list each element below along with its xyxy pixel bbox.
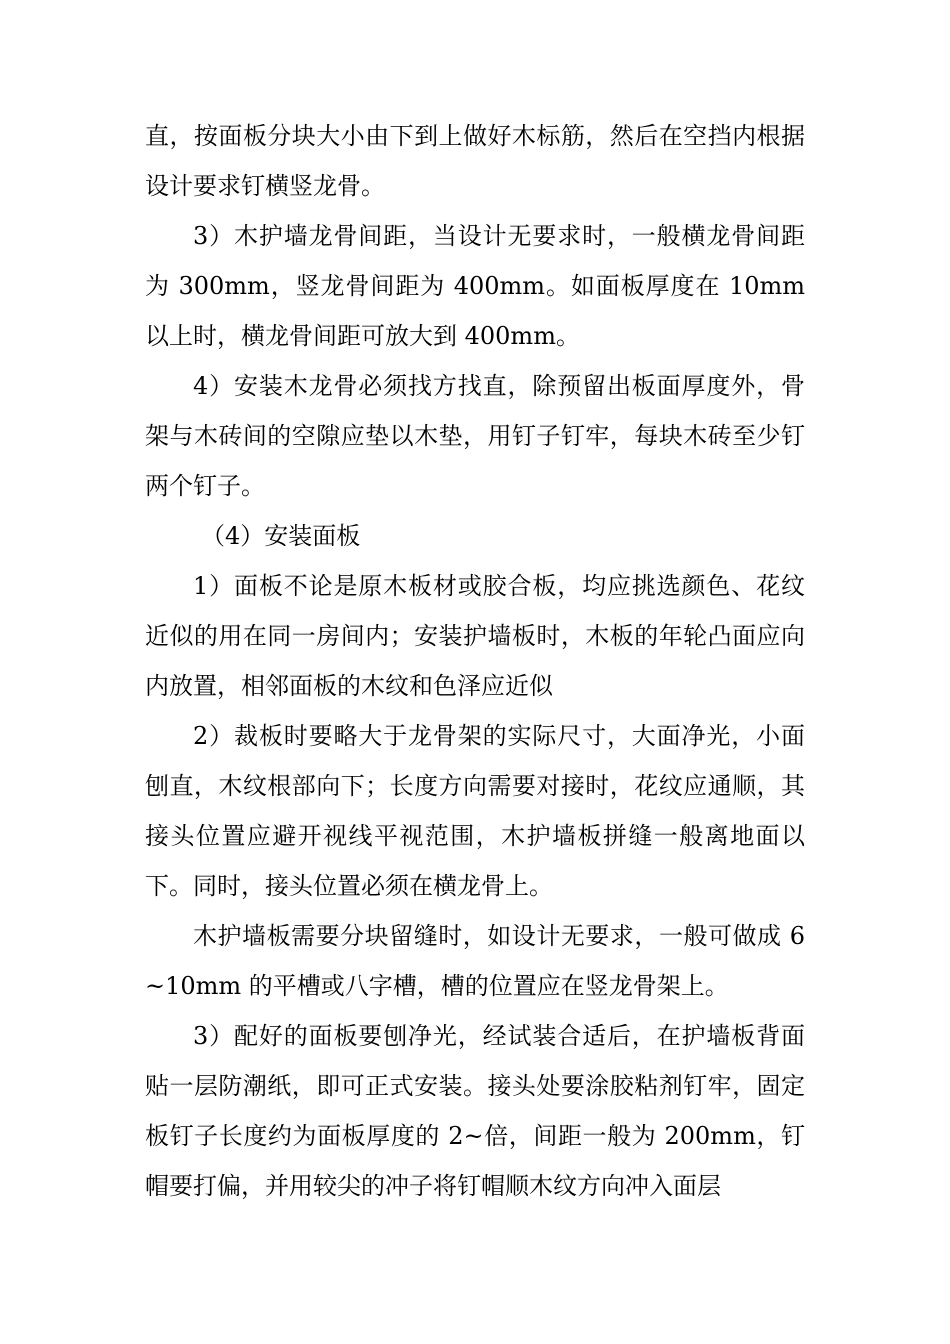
document-body: [145, 111, 805, 1211]
section-heading-install-panels: （4）安装面板: [201, 522, 361, 550]
paragraph-panel-fixing: 3）配好的面板要刨净光，经试装合适后，在护墙板背面贴一层防潮纸，即可正式安装。接头处要涂胶粘剂钉牢，固定板钉子长度约为面板厚度的 2~倍，间距一般为 200mm，钉帽要打偏，并用较尖的冲子将钉帽顺木纹方向冲入面层: [145, 1022, 805, 1200]
paragraph-panel-cutting: 2）裁板时要略大于龙骨架的实际尺寸，大面净光，小面刨直，木纹根部向下；长度方向需要对接时，花纹应通顺，其接头位置应避开视线平视范围，木护墙板拼缝一般离地面以下。同时，接头位置必须在横龙骨上。: [145, 722, 805, 900]
paragraph-keel-spacing: 3）木护墙龙骨间距，当设计无要求时，一般横龙骨间距为 300mm，竖龙骨间距为 400mm。如面板厚度在 10mm 以上时，横龙骨间距可放大到 400mm。: [145, 222, 805, 350]
paragraph-panel-grooves: 木护墙板需要分块留缝时，如设计无要求，一般可做成 6~10mm 的平槽或八字槽，槽的位置应在竖龙骨架上。: [145, 922, 805, 1000]
paragraph-panel-selection: 1）面板不论是原木板材或胶合板，均应挑选颜色、花纹近似的用在同一房间内；安装护墙板时，木板的年轮凸面应向内放置，相邻面板的木纹和色泽应近似: [145, 572, 805, 700]
paragraph-continuation: 直，按面板分块大小由下到上做好木标筋，然后在空挡内根据设计要求钉横竖龙骨。: [145, 122, 805, 200]
paragraph-keel-installation: 4）安装木龙骨必须找方找直，除预留出板面厚度外，骨架与木砖间的空隙应垫以木垫，用钉子钉牢，每块木砖至少钉两个钉子。: [145, 372, 805, 500]
